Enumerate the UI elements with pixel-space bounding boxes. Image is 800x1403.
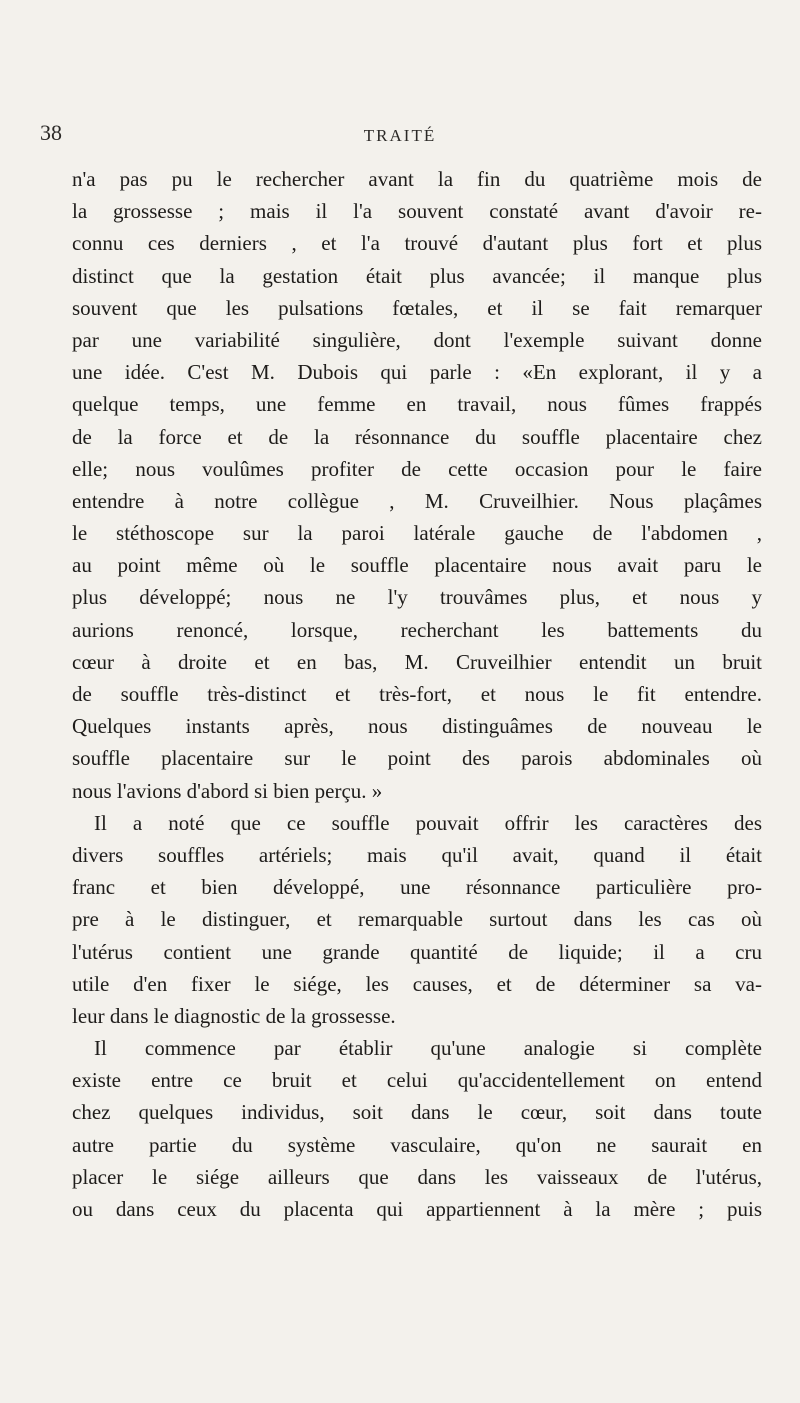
text-line: de la force et de la résonnance du souffle placentaire chez <box>72 424 762 449</box>
text-line: n'a pas pu le rechercher avant la fin du quatrième mois de <box>72 167 762 191</box>
text-line: par une variabilité singulière, dont l'exemple suivant donne <box>72 327 762 352</box>
body-text <box>72 163 762 1225</box>
text-line: plus développé; nous ne l'y trouvâmes plus, et nous y <box>72 585 762 610</box>
text-line: le stéthoscope sur la paroi latérale gauche de l'abdomen , <box>72 521 762 546</box>
text-line: quelque temps, une femme en travail, nous fûmes frappés <box>72 392 762 417</box>
text-line: elle; nous voulûmes profiter de cette occasion pour le faire <box>72 456 762 481</box>
text-line: utile d'en fixer le siége, les causes, et de déterminer sa va- <box>72 971 762 996</box>
text-line: au point même où le souffle placentaire nous avait paru le <box>72 553 762 578</box>
text-line: souvent que les pulsations fœtales, et il se fait remarquer <box>72 295 762 320</box>
paragraph-start-line: Il commence par établir qu'une analogie si complète <box>94 1036 762 1061</box>
text-line: ou dans ceux du placenta qui appartiennent à la mère ; puis <box>72 1197 762 1221</box>
text-line: l'utérus contient une grande quantité de liquide; il a cru <box>72 939 762 964</box>
text-line: chez quelques individus, soit dans le cœur, soit dans toute <box>72 1100 762 1125</box>
text-line: une idée. C'est M. Dubois qui parle : «En explorant, il y a <box>72 360 762 385</box>
running-head: TRAITÉ <box>363 126 437 145</box>
text-line: Quelques instants après, nous distinguâmes de nouveau le <box>72 714 762 739</box>
text-line: entendre à notre collègue , M. Cruveilhier. Nous plaçâmes <box>72 488 762 513</box>
page-number: 38 <box>40 120 62 145</box>
text-line: existe entre ce bruit et celui qu'accidentellement on entend <box>72 1068 762 1093</box>
text-line: divers souffles artériels; mais qu'il avait, quand il était <box>72 842 762 867</box>
text-line: leur dans le diagnostic de la grossesse. <box>72 1003 396 1028</box>
text-line: la grossesse ; mais il l'a souvent constaté avant d'avoir re- <box>72 199 762 224</box>
text-line: cœur à droite et en bas, M. Cruveilhier entendit un bruit <box>72 649 762 674</box>
text-line: pre à le distinguer, et remarquable surtout dans les cas où <box>72 907 762 932</box>
text-line: souffle placentaire sur le point des parois abdominales où <box>72 746 762 771</box>
text-line: connu ces derniers , et l'a trouvé d'autant plus fort et plus <box>72 231 762 256</box>
text-line: aurions renoncé, lorsque, recherchant les battements du <box>72 617 762 642</box>
text-line: placer le siége ailleurs que dans les vaisseaux de l'utérus, <box>72 1164 762 1189</box>
text-line: franc et bien développé, une résonnance particulière pro- <box>72 875 762 900</box>
paragraph-start-line: Il a noté que ce souffle pouvait offrir les caractères des <box>94 810 762 835</box>
text-line: distinct que la gestation était plus avancée; il manque plus <box>72 263 762 288</box>
text-line: de souffle très-distinct et très-fort, et nous le fit entendre. <box>72 682 762 706</box>
text-line: nous l'avions d'abord si bien perçu. » <box>72 778 383 803</box>
text-line: autre partie du système vasculaire, qu'on ne saurait en <box>72 1132 762 1157</box>
